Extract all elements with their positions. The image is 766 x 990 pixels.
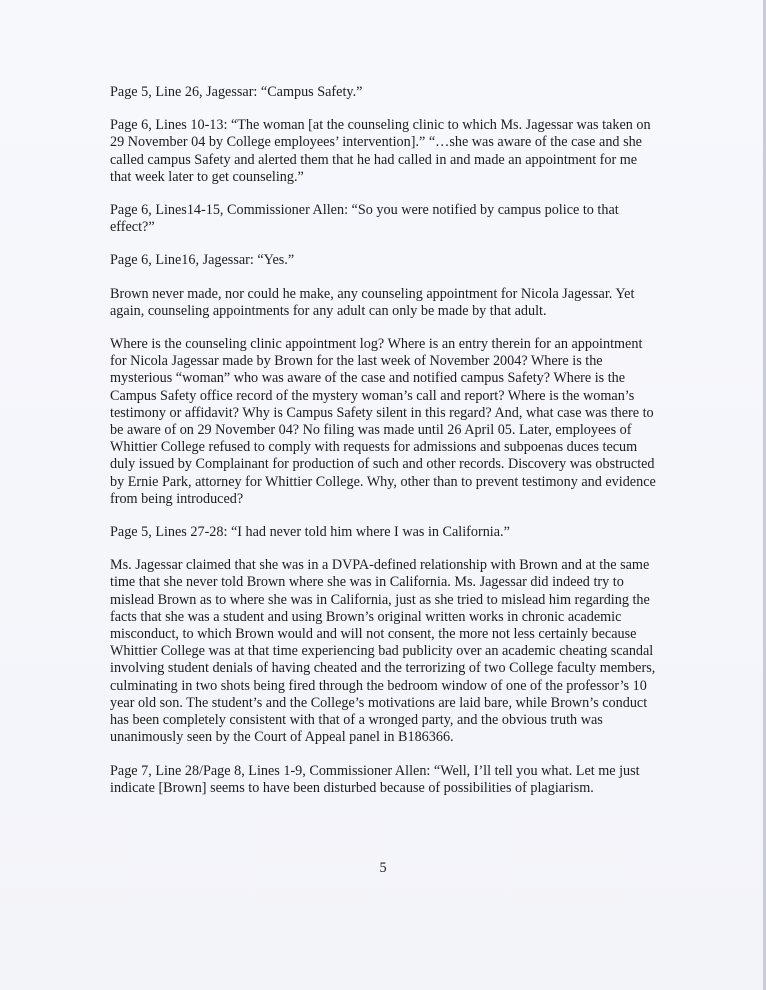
page-number: 5 [379, 860, 387, 876]
paragraph: Page 6, Line16, Jagessar: “Yes.” [110, 252, 295, 269]
paragraph: Page 5, Line 26, Jagessar: “Campus Safety.” [110, 84, 363, 100]
paragraph: Page 6, Lines14-15, Commissioner Allen: “So you were notified by campus police to that effect?” [110, 202, 619, 236]
paragraph: Page 7, Line 28/Page 8, Lines 1-9, Commissioner Allen: “Well, I’ll tell you what. Let me just indicate [Brown] seems to have been disturbed because of possibilities of plagiarism. [110, 762, 640, 796]
paragraph: Where is the counseling clinic appointment log? Where is an entry therein for an appointment for Nicola Jagessar made by Brown for the last week of November 2004? Where is the mysterious “woman” who was aware of the case and notified campus Safety? Where is the Campus Safety office record of the mystery woman’s call and report? Where is the woman’s testimony or affidavit? Why is Campus Safety silent in this regard? And, what case was there to be aware of on 29 November 04? No filing was made until 26 April 05. Later, employees of Whittier College refused to comply with requests for admissions and subpoenas duces tecum duly issued by Complainant for production of such and other records. Discovery was obstructed by Ernie Park, attorney for Whittier College. Why, other than to prevent testimony and evidence from being introduced? [110, 336, 656, 507]
paragraph: Page 5, Lines 27-28: “I had never told him where I was in California.” [110, 524, 510, 541]
paragraph: Page 6, Lines 10-13: “The woman [at the counseling clinic to which Ms. Jagessar was taken on 29 November 04 by College employees’ intervention].” “…she was aware of the case and she called campus Safety and alerted them that he had called in and made an appointment for me that week later to get counseling.” [110, 117, 651, 185]
paragraph: Ms. Jagessar claimed that she was in a DVPA-defined relationship with Brown and at the same time that she never told Brown where she was in California. Ms. Jagessar did indeed try to mislead Brown as to where she was in California, just as she tried to mislead him regarding the facts that she was a student and using Brown’s original written works in chronic academic misconduct, to which Brown would and will not consent, the more not less certainly because Whittier College was at that time experiencing bad publicity over an academic cheating scandal involving student denials of having cheated and the terrorizing of two College faculty members, culminating in two shots being fired through the bedroom window of one of the professor’s 10 year old son. The student’s and the College’s motivations are laid bare, while Brown’s conduct has been completely consistent with that of a wronged party, and the obvious truth was unanimously seen by the Court of Appeal panel in B186366. [110, 557, 656, 746]
document-body [110, 84, 660, 813]
paragraph: Brown never made, nor could he make, any counseling appointment for Nicola Jagessar. Yet again, counseling appointments for any adult can only be made by that adult. [110, 285, 635, 319]
